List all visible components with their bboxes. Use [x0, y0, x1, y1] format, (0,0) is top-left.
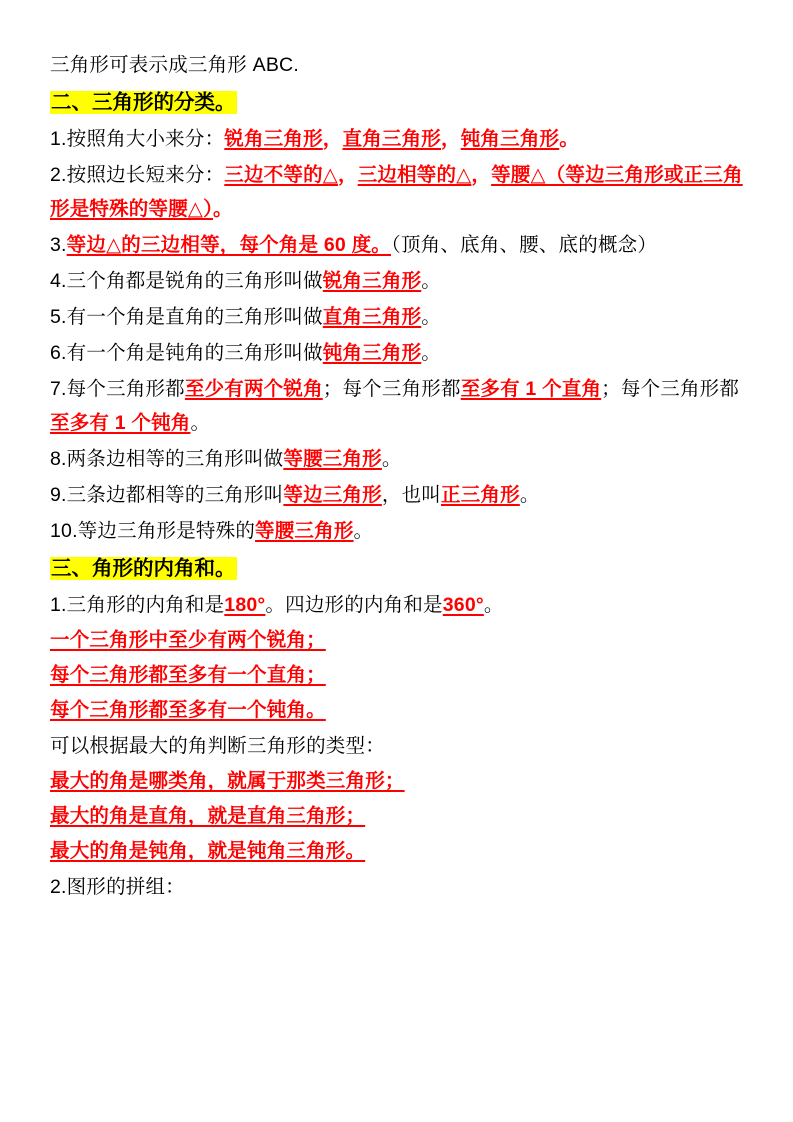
item-note: （顶角、底角、腰、底的概念）	[391, 234, 658, 256]
item-red: 锐角三角形	[322, 270, 422, 292]
section-2-item-7	[50, 372, 743, 440]
red-statement: 最大的角是钝角，就是钝角三角形。	[50, 840, 366, 862]
item-red-1: 至少有两个锐角	[184, 378, 323, 400]
section-3-black-line	[50, 729, 743, 763]
section-2-item-9	[50, 478, 743, 512]
section-2-item-2	[50, 158, 743, 226]
section-2-item-10	[50, 514, 743, 548]
red-statement: 最大的角是哪类角，就属于那类三角形；	[50, 770, 405, 792]
item-sep-2: ，	[471, 164, 492, 186]
item-red: 等腰三角形	[283, 448, 382, 470]
item-tail: 。	[519, 484, 540, 506]
item-red-2: 至多有 1 个直角	[460, 378, 602, 400]
item-sep-2: ，	[441, 128, 461, 150]
section-3-red-line-3	[50, 694, 743, 727]
item-sep-1: ，	[322, 128, 343, 150]
section-2-item-5	[50, 300, 743, 334]
item-tail: 。	[559, 128, 579, 150]
black-statement: 可以根据最大的角判断三角形的类型：	[50, 735, 385, 757]
item-red-3: 钝角三角形	[460, 128, 560, 150]
item-lead: 三条边都相等的三角形叫	[66, 484, 284, 506]
section-2-item-1	[50, 122, 743, 156]
red-statement: 最大的角是直角，就是直角三角形；	[50, 805, 366, 827]
item-mid: ，也叫	[381, 484, 441, 506]
item-number: 4.	[50, 270, 67, 292]
item-red-2: 直角三角形	[342, 128, 442, 150]
item-number: 7.	[50, 378, 67, 400]
item-red-2: 360°	[442, 594, 484, 616]
section-2-item-4	[50, 264, 743, 298]
item-red: 钝角三角形	[322, 342, 422, 364]
item-lead: 三个角都是锐角的三角形叫做	[66, 270, 323, 292]
item-lead: 三角形的内角和是	[66, 594, 225, 616]
item-lead: 按照角大小来分：	[66, 128, 225, 150]
item-red: 直角三角形	[322, 306, 422, 328]
section-2-item-8	[50, 442, 743, 476]
red-statement: 每个三角形都至多有一个钝角。	[50, 699, 326, 721]
item-mid: 。四边形的内角和是	[265, 594, 443, 616]
section-3-red-line-6	[50, 835, 743, 868]
item-number: 10.	[50, 520, 78, 542]
section-3-red-line-2	[50, 659, 743, 692]
item-lead: 有一个角是直角的三角形叫做	[66, 306, 323, 328]
item-mid-1: ；每个三角形都	[322, 378, 461, 400]
item-number: 5.	[50, 306, 67, 328]
section-3-item-2	[50, 870, 743, 904]
item-red-2: 正三角形	[441, 484, 520, 506]
item-number: 9.	[50, 484, 67, 506]
section-3-red-line-4	[50, 765, 743, 798]
section-2-heading-text: 二、三角形的分类。	[51, 91, 236, 114]
red-statement: 一个三角形中至少有两个锐角；	[50, 629, 326, 651]
item-tail: 。	[483, 594, 504, 616]
section-2-item-3	[50, 228, 743, 262]
item-red-1: 等边三角形	[283, 484, 382, 506]
item-lead: 有一个角是钝角的三角形叫做	[66, 342, 323, 364]
item-tail: 。	[190, 412, 211, 434]
item-mid-2: ；每个三角形都	[601, 378, 740, 400]
intro-line	[50, 48, 743, 82]
item-lead: 每个三角形都	[66, 378, 185, 400]
section-2-heading	[50, 86, 743, 120]
red-statement: 每个三角形都至多有一个直角；	[50, 664, 326, 686]
item-sep-1: ，	[337, 164, 358, 186]
item-number: 1.	[50, 594, 67, 616]
section-3-red-line-5	[50, 800, 743, 833]
item-red-3: 至多有 1 个钝角	[50, 412, 191, 434]
item-tail: 。	[421, 270, 441, 292]
item-red-1: 180°	[224, 594, 266, 616]
item-number: 2.	[50, 164, 67, 186]
section-3-item-1	[50, 588, 743, 622]
section-3-red-line-1	[50, 624, 743, 657]
section-3-heading-text: 三、角形的内角和。	[51, 557, 236, 580]
item-red-1: 锐角三角形	[224, 128, 323, 150]
item-tail: 。	[213, 198, 233, 220]
item-number: 1.	[50, 128, 67, 150]
item-red-2: 三边相等的△	[357, 164, 472, 186]
item-red-main: 等边△的三边相等，每个角是 60 度。	[66, 234, 391, 256]
item-red-1: 三边不等的△	[224, 164, 338, 186]
item-tail: 。	[421, 342, 441, 364]
section-2-item-6	[50, 336, 743, 370]
intro-text: 三角形可表示成三角形 ABC.	[50, 54, 299, 76]
item-lead: 等边三角形是特殊的	[77, 520, 256, 542]
item-number: 6.	[50, 342, 67, 364]
item-red: 等腰三角形	[255, 520, 354, 542]
item-tail: 。	[421, 306, 441, 328]
item-tail: 。	[381, 448, 402, 470]
item-number: 8.	[50, 448, 67, 470]
item-lead: 两条边相等的三角形叫做	[66, 448, 284, 470]
item-number: 3.	[50, 234, 67, 256]
item-text: 2.图形的拼组：	[50, 876, 185, 898]
item-red-3: 等腰△（等边三角形或正三角形是特殊的等腰△）	[50, 164, 743, 220]
item-tail: 。	[353, 520, 374, 542]
section-3-heading	[50, 552, 743, 586]
item-lead: 按照边长短来分：	[66, 164, 225, 186]
